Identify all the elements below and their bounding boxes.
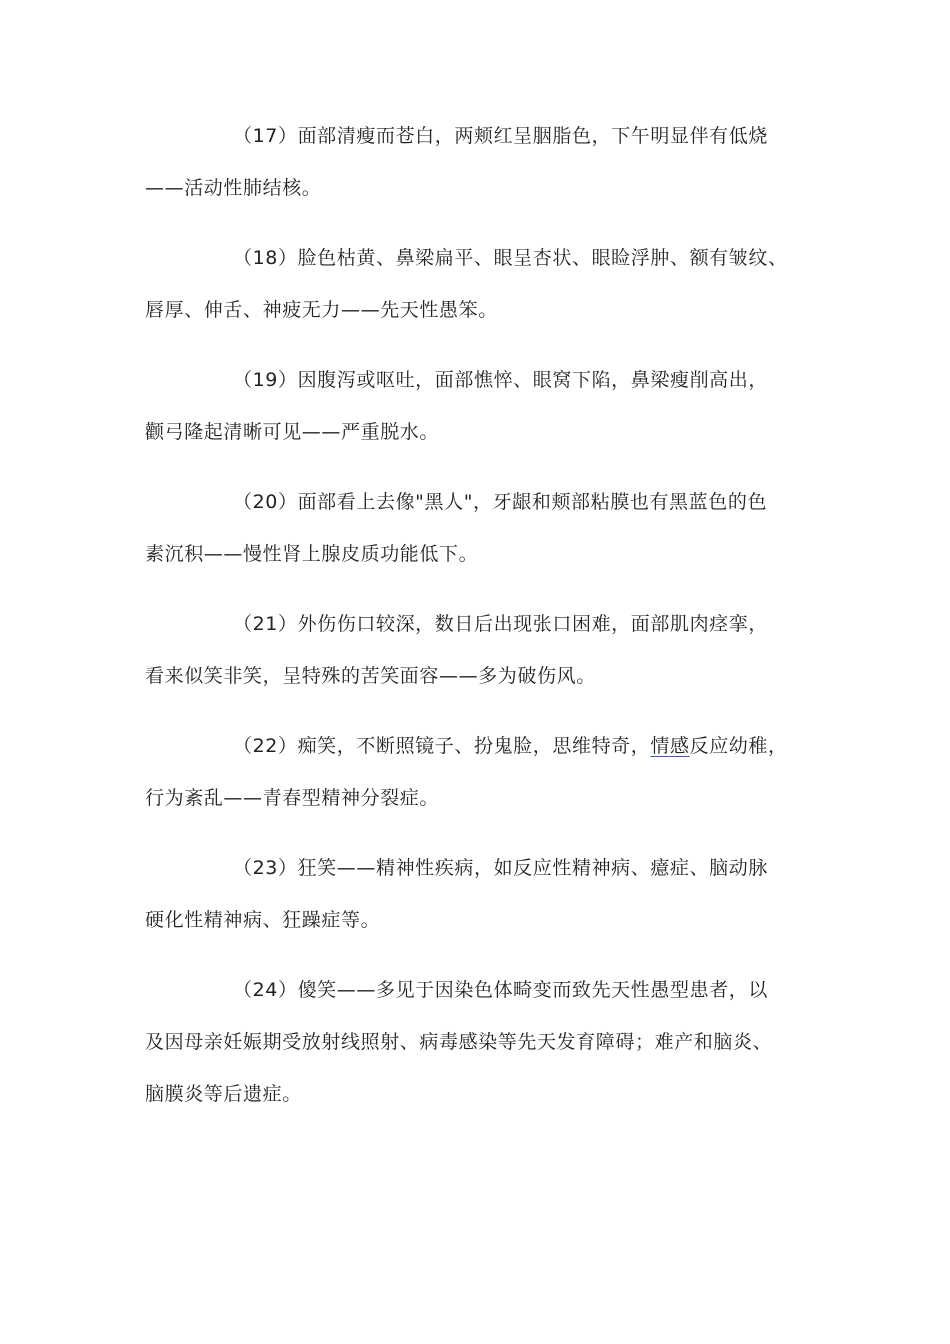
entry-line: 行为紊乱——青春型精神分裂症。 (145, 787, 440, 809)
entry-line: （23）狂笑——精神性疾病，如反应性精神病、癔症、脑动脉 (233, 857, 768, 879)
entry-text: 反应幼稚， (689, 735, 788, 757)
entry-line (145, 732, 810, 760)
entry-line: （19）因腹泻或呕吐，面部憔悴、眼窝下陷，鼻梁瘦削高出， (233, 369, 768, 391)
entry-line: （18）脸色枯黄、鼻梁扁平、眼呈杏状、眼睑浮肿、额有皱纹、 (233, 247, 788, 269)
entry-line: （21）外伤伤口较深，数日后出现张口困难，面部肌肉痉挛， (233, 613, 768, 635)
entry-line: （17）面部清瘦而苍白，两颊红呈胭脂色，下午明显伴有低烧 (233, 125, 768, 147)
entry-line: 看来似笑非笑，呈特殊的苦笑面容——多为破伤风。 (145, 665, 596, 687)
entry-line: 素沉积——慢性肾上腺皮质功能低下。 (145, 543, 479, 565)
entry-line: （20）面部看上去像"黑人"，牙龈和颊部粘膜也有黑蓝色的色 (233, 491, 768, 513)
entry-line: 及因母亲妊娠期受放射线照射、病毒感染等先天发育障碍；难产和脑炎、 (145, 1031, 773, 1053)
entry-21 (145, 610, 810, 690)
entry-line: ——活动性肺结核。 (145, 177, 322, 199)
entry-24 (145, 976, 810, 1108)
entry-line: （24）傻笑——多见于因染色体畸变而致先天性愚型患者，以 (233, 979, 768, 1001)
entry-line: 唇厚、伸舌、神疲无力——先天性愚笨。 (145, 299, 498, 321)
entry-line: 硬化性精神病、狂躁症等。 (145, 909, 381, 931)
entry-line: 脑膜炎等后遗症。 (145, 1083, 302, 1105)
entry-20 (145, 488, 810, 568)
entry-22 (145, 732, 810, 812)
entry-text: （22）痴笑，不断照镜子、扮鬼脸，思维特奇， (233, 735, 651, 757)
entry-18 (145, 244, 810, 324)
entry-19 (145, 366, 810, 446)
entry-17 (145, 122, 810, 202)
underlined-term: 情感 (650, 735, 690, 757)
entry-line: 颧弓隆起清晰可见——严重脱水。 (145, 421, 440, 443)
entry-23 (145, 854, 810, 934)
